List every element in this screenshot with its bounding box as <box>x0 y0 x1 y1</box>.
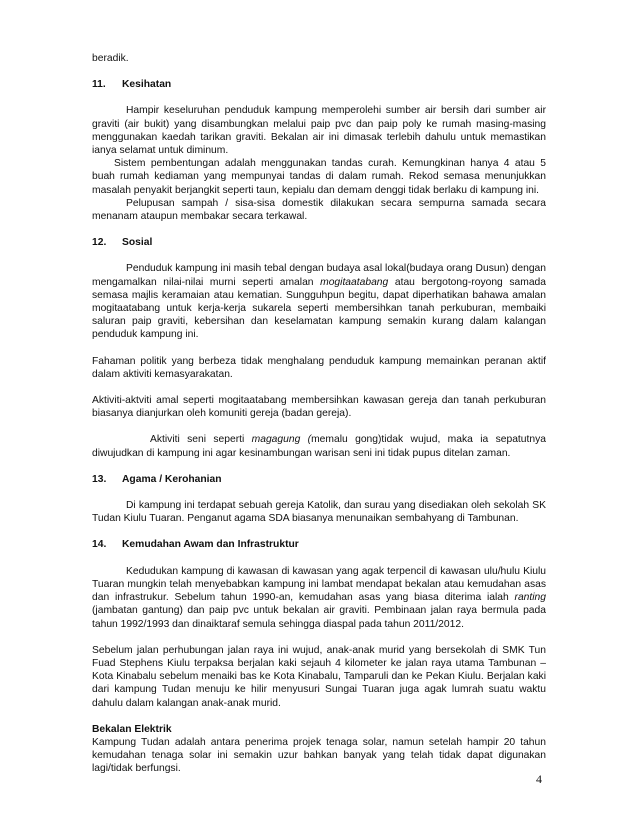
section-title: Kesihatan <box>122 79 172 91</box>
section-number: 13. <box>92 473 107 485</box>
italic-term: mogitaatabang <box>320 276 389 288</box>
intro-line: beradik. <box>92 53 129 64</box>
text-run: memalu gong)tidak wujud, maka ia sepatutnya diwujudkan di kampung ini agar kesinambungan warisan seni ini tidak pupus ditelan zaman. <box>92 434 546 459</box>
paragraph <box>92 433 546 459</box>
paragraph: Di kampung ini terdapat sebuah gereja Katolik, dan surau yang disediakan oleh sekolah SK Tudan Kiulu Tuaran. Penganut agama SDA biasanya menunaikan sembahyang di Tambunan. <box>92 500 546 525</box>
page-number: 4 <box>536 772 542 786</box>
paragraph <box>92 565 546 631</box>
heading-agama <box>92 473 546 486</box>
paragraph: Aktiviti-aktviti amal seperti mogitaatabang membersihkan kawasan gereja dan tanah perkuburan biasanya dianjurkan oleh komuniti gereja (badan gereja). <box>92 395 546 420</box>
section-title: Agama / Kerohanian <box>122 473 222 485</box>
paragraph: Hampir keseluruhan penduduk kampung memperolehi sumber air bersih dari sumber air graviti (air bukit) yang disambungkan melalui paip pvc dan paip poly ke rumah masing-masing menggunakan kaedah tarikan graviti. Bekalan air ini dimasak terlebih dahulu untuk memastikan ianya selamat untuk diminum. <box>92 105 546 157</box>
section-title: Sosial <box>122 237 153 249</box>
paragraph: Sebelum jalan perhubungan jalan raya ini wujud, anak-anak murid yang bersekolah di SMK Tun Fuad Stephens Kiulu terpaksa berjalan kaki sejauh 4 kilometer ke jalan raya utama Tambunan – Kota Kinabalu sebelum menaiki bas ke Kota Kinabalu, Tamparuli dan ke Pekan Kiulu. Berjalan kaki dari kampung Tudan menuju ke hilir menyusuri Sungai Tuaran juga agak lumrah suatu waktu dahulu dalam kalangan anak-anak murid. <box>92 644 546 709</box>
paragraph: Fahaman politik yang berbeza tidak menghalang penduduk kampung memainkan peranan aktif dalam aktiviti kemasyarakatan. <box>92 355 546 380</box>
heading-kemudahan <box>92 538 546 551</box>
text-run: atau bergotong-royong samada semasa majlis keramaian atau kematian. Sungguhpun begitu, dapat diperhatikan bahawa amalan mogitaatabang untuk kerja-kerja sukarela seperti membersihkan tanah perkuburan, membaiki saluran paip graviti, kebersihan dan keselamatan kampung semakin kurang dalam kalangan penduduk kampung ini. <box>92 276 547 341</box>
paragraph <box>92 262 546 341</box>
paragraph: Sistem pembentungan adalah menggunakan tandas curah. Kemungkinan hanya 4 atau 5 buah rumah kediaman yang mempunyai tandas di dalam rumah. Rekod semasa menunjukkan masalah penyakit berjangkit seperti taun, kepialu dan demam denggi tidak berlaku di kampung ini. <box>92 158 546 196</box>
section-title: Kemudahan Awam dan Infrastruktur <box>122 539 299 551</box>
heading-kesihatan <box>92 78 546 91</box>
heading-sosial <box>92 236 546 249</box>
paragraph: Pelupusan sampah / sisa-sisa domestik dilakukan secara sempurna samada secara menanam ataupun membakar secara terkawal. <box>92 197 546 223</box>
section-number: 11. <box>92 79 106 91</box>
text-run: (jambatan gantung) dan paip pvc untuk bekalan air graviti. Pembinaan jalan raya bermula pada tahun 1992/1993 dan dinaiktaraf semula sehingga diaspal pada tahun 2011/2012. <box>92 605 546 630</box>
text-run: Aktiviti seni seperti <box>150 434 252 446</box>
subheading-bekalan-elektrik: Bekalan Elektrik <box>92 723 172 735</box>
section-number: 12. <box>92 237 107 249</box>
section-number: 14. <box>92 539 107 551</box>
text-run: Kedudukan kampung di kawasan di kawasan yang agak terpencil di kawasan ulu/hulu Kiulu Tuaran mungkin telah menyebabkan kampung ini lambat mendapat bekalan atau kemudahan asas dan infrastrukur. Sebelum tahun 1990-an, kemudahan asas yang biasa diterima ialah <box>92 565 546 604</box>
italic-term: magagung ( <box>251 434 312 446</box>
text-run: Penduduk kampung ini masih tebal dengan budaya asal lokal(budaya orang Dusun) dengan mengamalkan nilai-nilai murni seperti amalan <box>92 263 546 288</box>
paragraph: Kampung Tudan adalah antara penerima projek tenaga solar, namun setelah hampir 20 tahun kemudahan tenaga solar ini semakin uzur bahkan banyak yang telah tidak dapat digunakan lagi/tidak berfungsi. <box>92 736 546 775</box>
italic-term: ranting <box>514 592 546 604</box>
page-content <box>92 52 546 776</box>
